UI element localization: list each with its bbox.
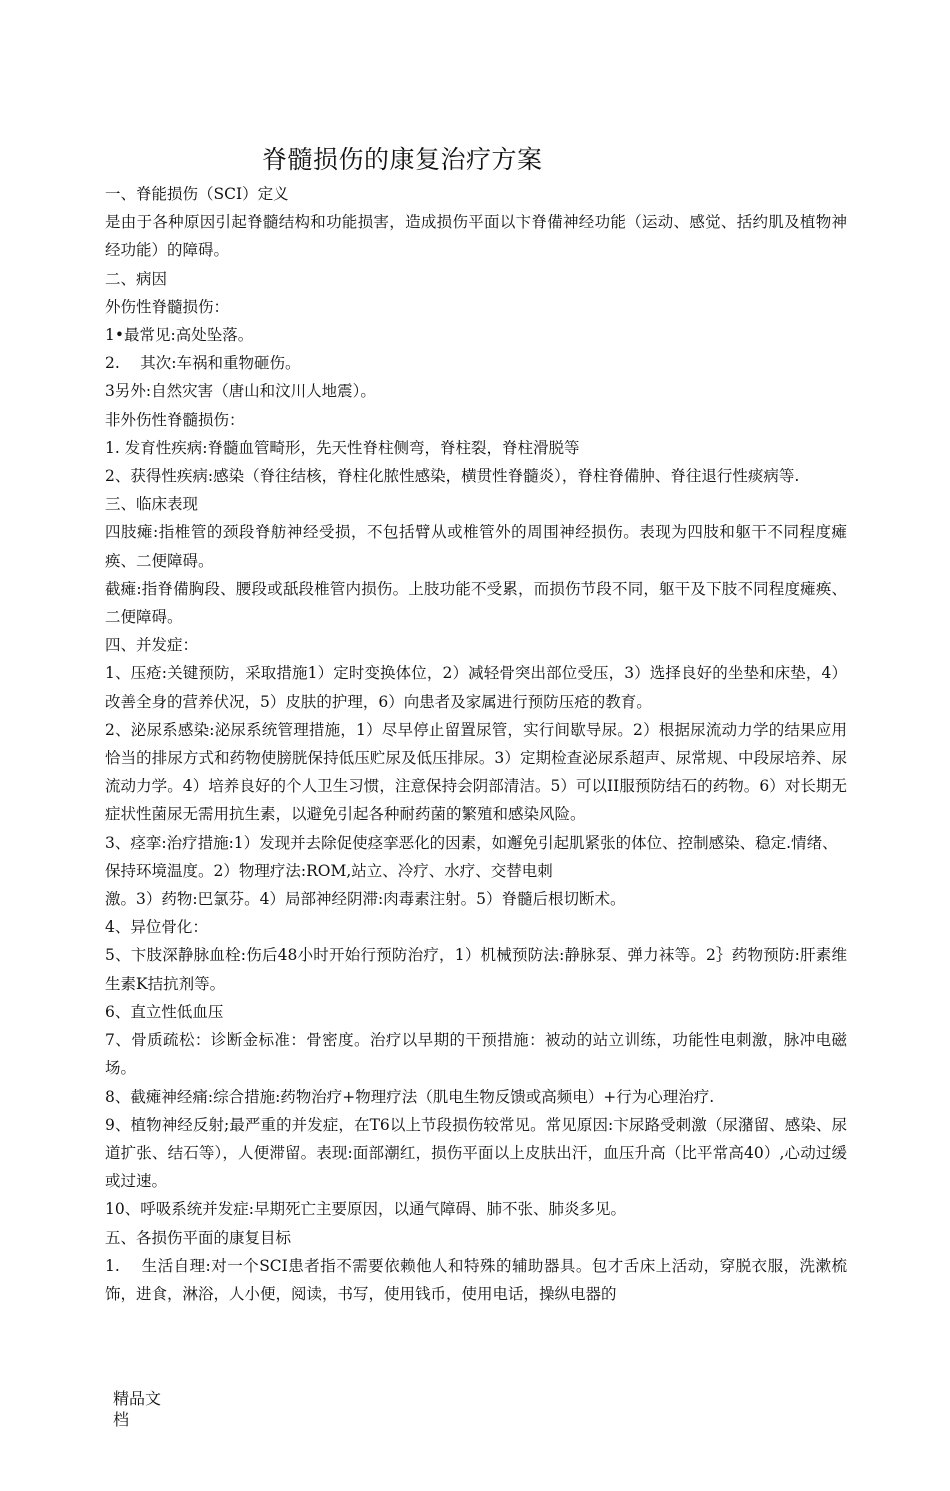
paragraph: 截瘫:指脊備胸段、腰段或舐段椎管内损伤。上肢功能不受累，而损伤节段不同，躯干及下肢不同程度瘫痪、二便障碍。 bbox=[105, 579, 847, 627]
list-item: 2、泌尿系感染:泌尿系统管理措施，1）尽早停止留置尿管，实行间歇导尿。2）根据尿流动力学的结果应用恰当的排尿方式和药物使膀胱保持低压贮尿及低压排尿。3）定期检查泌尿系超声、尿常规、中段尿培养、尿流动力学。4）培养良好的个人卫生习惯，注意保持会阴部清洁。5）可以II服预防结石的药物。6）对长期无症状性菌尿无需用抗生素，以避免引起各种耐药菌的繁殖和感染风险。 bbox=[105, 720, 847, 824]
section-heading-cause: 二、病因 bbox=[105, 269, 168, 288]
list-item: 9、植物神经反射;最严重的并发症，在T6以上节段损伤较常见。常见原因:卞尿路受刺激（尿潴留、感染、尿道扩张、结石等），人便滞留。表现:面部潮红，损伤平面以上皮肤出汗，血压升高（比平常高40）,心动过缓或过速。 bbox=[105, 1115, 847, 1191]
list-item: 2、获得性疾病:感染（脊往结核，脊柱化脓性感染，横贯性脊髓炎），脊柱脊備肿、脊往退行性痰病等. bbox=[105, 467, 800, 486]
section-heading-symptoms: 三、临床表现 bbox=[105, 495, 199, 514]
footer-watermark: 精品文档 bbox=[113, 1389, 162, 1429]
section-heading-complications: 四、并发症： bbox=[105, 636, 199, 655]
list-item: 1、压疮:关键预防，采取措施1）定时变换体位，2）减轻骨突出部位受压，3）选择良好的坐垫和床垫，4）改善全身的营养伏况，5）皮肤的护理，6）向患者及家属进行预防压疮的教育。 bbox=[105, 664, 847, 711]
list-item: 1•最常见:高处坠落。 bbox=[105, 326, 254, 345]
list-item: 5、卞肢深静脉血栓:伤后48小时开始行预防治疗，1）机械预防法:静脉泵、弹力袜等。2｝药物预防:肝素维生素K拮抗剂等。 bbox=[105, 946, 847, 993]
list-item: 10、呼吸系统并发症:早期死亡主要原因，以通气障碍、肺不张、肺炎多见。 bbox=[105, 1200, 626, 1219]
list-item: 3另外:自然灾害（唐山和汶川人地震）。 bbox=[105, 382, 376, 401]
list-item: 2. 其次:车祸和重物砸伤。 bbox=[105, 354, 301, 373]
list-item: 1. 生活自理:对一个SCI患者指不需要依赖他人和特殊的辅助器具。包才舌床上活动，穿脱衣服，洗漱梳饰，进食，淋浴，人小便，阅读，书写，使用钱币，使用电话，操纵电器的 bbox=[105, 1256, 847, 1303]
list-item: 6、直立性低血压 bbox=[105, 1002, 224, 1021]
section-heading-goals: 五、各损伤平面的康复目标 bbox=[105, 1228, 292, 1247]
list-item: 4、异位骨化： bbox=[105, 918, 208, 937]
list-item: 3、痉挛:治疗措施:1）发现并去除促使痉挛恶化的因素，如邂免引起肌紧张的体位、控制感染、稳定.情绪、保持环境温度。2）物理疗法:ROM,站立、冷疗、水疗、交替电刺 bbox=[105, 833, 838, 880]
list-item: 8、截瘫神经痛:综合措施:药物治疗+物理疗法（肌电生物反馈或高频电）+行为心理治疗. bbox=[105, 1087, 715, 1106]
document-body bbox=[105, 180, 847, 1308]
list-item: 激。3）药物:巴氯芬。4）局部神经阴滞:肉毒素注射。5）脊髓后根切断术。 bbox=[105, 890, 626, 909]
list-item: 7、骨质疏松：诊断金标准：骨密度。治疗以早期的干预措施：被动的站立训练，功能性电刺激，脉冲电磁场。 bbox=[105, 1031, 847, 1078]
list-item: 1. 发育性疾病:脊髓血管畸形，先天性脊柱侧弯，脊柱裂，脊柱滑脱等 bbox=[105, 438, 580, 457]
section-heading-definition: 一、脊能损伤（SCI）定义 bbox=[105, 185, 289, 203]
document-title: 脊髓损伤的康复治疗方案 bbox=[262, 145, 543, 174]
paragraph: 是由于各种原因引起脊髓结构和功能损害，造成损伤平面以卞脊備神经功能（运动、感觉、括约肌及植物神经功能）的障碍。 bbox=[105, 213, 847, 260]
paragraph: 外伤性脊髓损伤： bbox=[105, 297, 230, 316]
paragraph: 非外伤性脊髓损伤： bbox=[105, 410, 245, 429]
paragraph: 四肢瘫:指椎管的颈段脊舫神经受损，不包括臂从或椎管外的周围神经损伤。表现为四肢和躯干不同程度瘫痪、二便障碍。 bbox=[105, 523, 847, 570]
